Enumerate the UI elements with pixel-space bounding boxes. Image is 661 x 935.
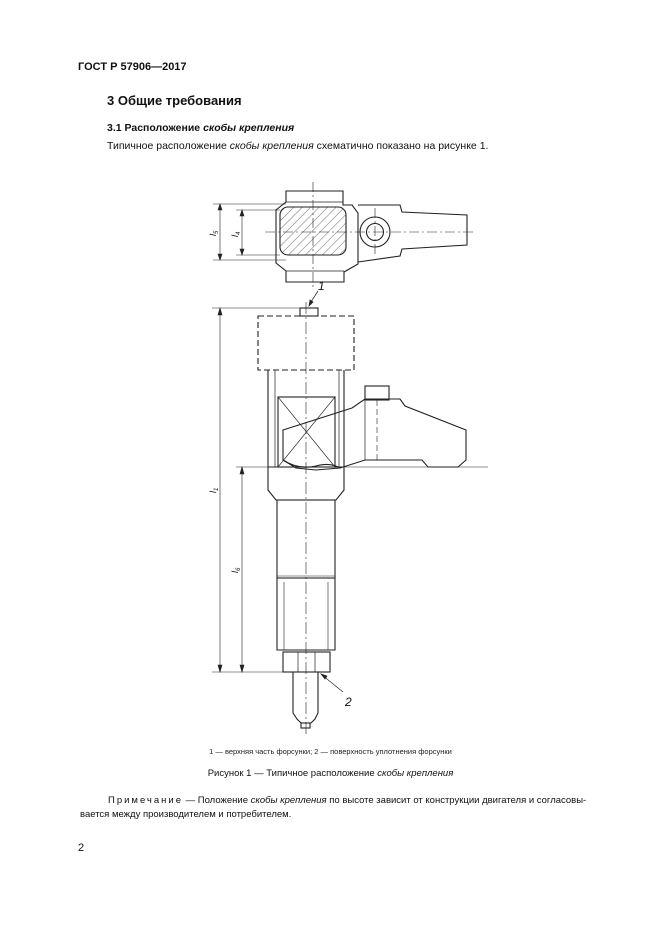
page-number: 2 — [78, 842, 85, 854]
paragraph-suffix: схематично показано на рисунке 1. — [313, 140, 489, 152]
dimension-l5-l4 — [213, 204, 286, 260]
caption-emphasis: скобы крепления — [377, 768, 454, 779]
section-title: 3 Общие требования — [107, 93, 242, 108]
caption-prefix: Рисунок 1 — Типичное расположение — [207, 768, 378, 779]
note-text-a: — Положение — [183, 795, 251, 806]
subsection-prefix: 3.1 Расположение — [107, 122, 204, 134]
note-emphasis: скобы крепления — [250, 795, 327, 806]
callout-1: 1 — [318, 279, 325, 293]
dim-l4-label: $l_4$ — [230, 231, 242, 237]
dimension-l1-l6 — [212, 308, 488, 672]
note-text-b: по высоте зависит от конструкции двигателя и согласовы- — [326, 795, 587, 806]
dim-l1-label: $l_1$ — [208, 487, 220, 493]
figure-caption — [0, 768, 661, 779]
subsection-emphasis: скобы крепления — [203, 122, 295, 134]
note — [80, 794, 600, 822]
dim-l6-label: $l_6$ — [230, 567, 242, 573]
paragraph-prefix: Типичное расположение — [107, 140, 230, 152]
note-label: Примечание — [108, 795, 183, 806]
figure-legend: 1 — верхняя часть форсунки; 2 — поверхность уплотнения форсунки — [209, 747, 452, 756]
paragraph-emphasis: скобы крепления — [229, 140, 314, 152]
document-header: ГОСТ Р 57906—2017 — [78, 61, 187, 73]
clamp-side-view — [283, 386, 466, 470]
callout-2: 2 — [345, 695, 352, 709]
callout-leaders — [309, 291, 343, 692]
clamp-top-view — [276, 191, 467, 282]
dim-l5-label: $l_5$ — [208, 230, 220, 236]
note-text-c: вается между производителем и потребителем. — [80, 809, 292, 820]
